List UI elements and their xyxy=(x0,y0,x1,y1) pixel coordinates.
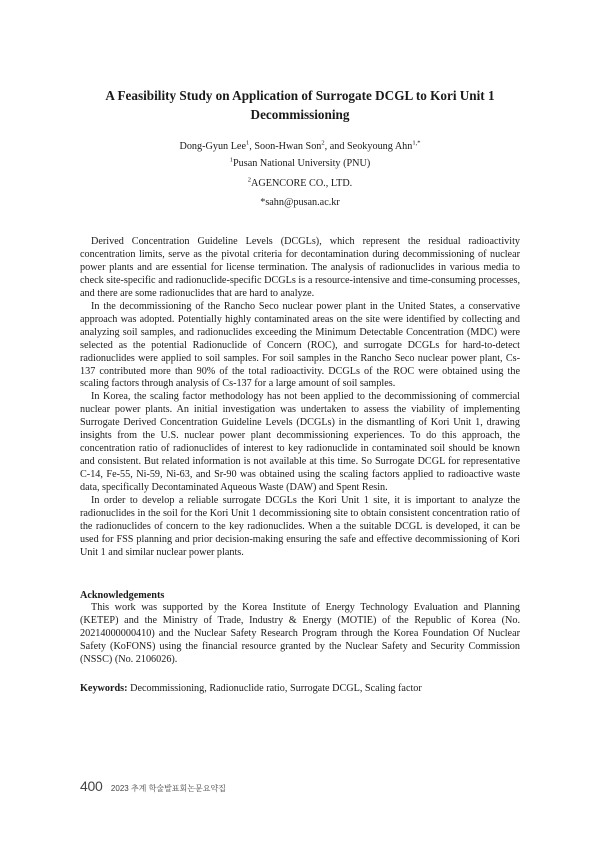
paper-title: A Feasibility Study on Application of Surrogate DCGL to Kori Unit 1 Decommissioning xyxy=(105,88,495,122)
author-affiliation-mark: 2 xyxy=(321,139,325,147)
author-name: Dong-Gyun Lee xyxy=(179,141,246,152)
keywords-label: Keywords: xyxy=(80,683,128,694)
affiliation-1 xyxy=(80,157,520,170)
author-separator: , and xyxy=(324,141,347,152)
keywords-text: Decommissioning, Radionuclide ratio, Surrogate DCGL, Scaling factor xyxy=(127,683,422,694)
journal-name: 2023 추계 학술발표회논문요약집 xyxy=(110,784,226,793)
keywords-line xyxy=(80,682,520,695)
affiliation-mark: 1 xyxy=(229,156,233,164)
author-affiliation-mark: 1 xyxy=(245,139,250,147)
author-name: Seokyoung Ahn xyxy=(347,141,413,152)
page-footer xyxy=(80,778,226,798)
acknowledgements-paragraph: This work was supported by the Korea Institute of Energy Technology Evaluation and Planning (KETEP) and the Ministry of Trade, Industry & Energy (MOTIE) of the Republic of Korea (No. 20214000000410) and the Nuclear Safety Research Program through the Korea Foundation Of Nuclear Safety (KoFONS) using the financial resource granted by the Nuclear Safety and Security Commission (NSSC) (No. 2106026). xyxy=(80,602,520,665)
affiliation-name: Pusan National University (PNU) xyxy=(233,158,371,169)
affiliation-mark: 2 xyxy=(247,176,252,184)
abstract-paragraph: In order to develop a reliable surrogate DCGLs the Kori Unit 1 site, it is important to analyze the radionuclides in the soil for the Kori Unit 1 decommissioning site to obtain consistent concentration ratio of the radionuclides of concern to the key radionuclides. When a the suitable DCGL is developed, it can be used for FSS planning and prior decision-making ensuring the safe and effective decommissioning of Kori Unit 1 and similar nuclear power plants. xyxy=(80,495,520,558)
author-affiliation-mark: 1,* xyxy=(412,139,421,147)
acknowledgements-heading: Acknowledgements xyxy=(80,590,165,601)
abstract-body xyxy=(80,236,520,560)
author-list xyxy=(80,140,520,153)
author-separator: , xyxy=(249,141,255,152)
abstract-paragraph: In Korea, the scaling factor methodology has not been applied to the decommissioning of commercial nuclear power plants. An initial investigation was undertaken to assess the viability of implementing Surrogate Derived Concentration Guideline Levels (DCGLs) in the dismantling of Kori Unit 1, drawing insights from the U.S. nuclear power plant decommissioning experiences. To do this approach, the concentration ratio of radionuclides of interest to key radionuclide in contaminated soil should be known and consistent. But related information is not available at this time. So Surrogate DCGL for representative C-14, Fe-55, Ni-59, Ni-63, and Sr-90 was obtained using the scaling factors applied to radioactive waste data, specifically Decontaminated Aqueous Waste (DAW) and Spent Resin. xyxy=(80,391,520,494)
affiliation-2 xyxy=(80,177,520,190)
corresponding-email: *sahn@pusan.ac.kr xyxy=(260,197,340,208)
affiliation-name: AGENCORE CO., LTD. xyxy=(251,178,353,189)
author-name: Soon-Hwan Son xyxy=(254,141,322,152)
abstract-paragraph: Derived Concentration Guideline Levels (DCGLs), which represent the residual radioactivity concentration limits, serve as the pivotal criteria for decontamination during decommissioning of nuclear power plants and are essential for license termination. The analysis of radionuclides in various media to check site-specific and radionuclide-specific DCGLs is a resource-intensive and time-consuming processes, and there are some radionuclides that are hard to analyze. xyxy=(80,236,520,299)
abstract-paragraph: In the decommissioning of the Rancho Seco nuclear power plant in the United States, a conservative approach was adopted. Potentially highly contaminated areas on the site were identified by collecting and analyzing soil samples, and radionuclides exceeding the Minimum Detectable Concentration (MDC) were selected as the potential Radionuclide of Concern (ROC), and surrogate DCGLs for hard-to-detect radionuclides were applied to soil samples. For soil samples in the Rancho Seco nuclear power plant, Cs-137 contributed more than 90% of the total radioactivity. DCGLs of the ROC were obtained using the scaling factors through analysis of Cs-137 for a large amount of soil samples. xyxy=(80,300,520,390)
acknowledgements-body xyxy=(80,602,520,667)
page-number: 400 xyxy=(80,778,103,794)
